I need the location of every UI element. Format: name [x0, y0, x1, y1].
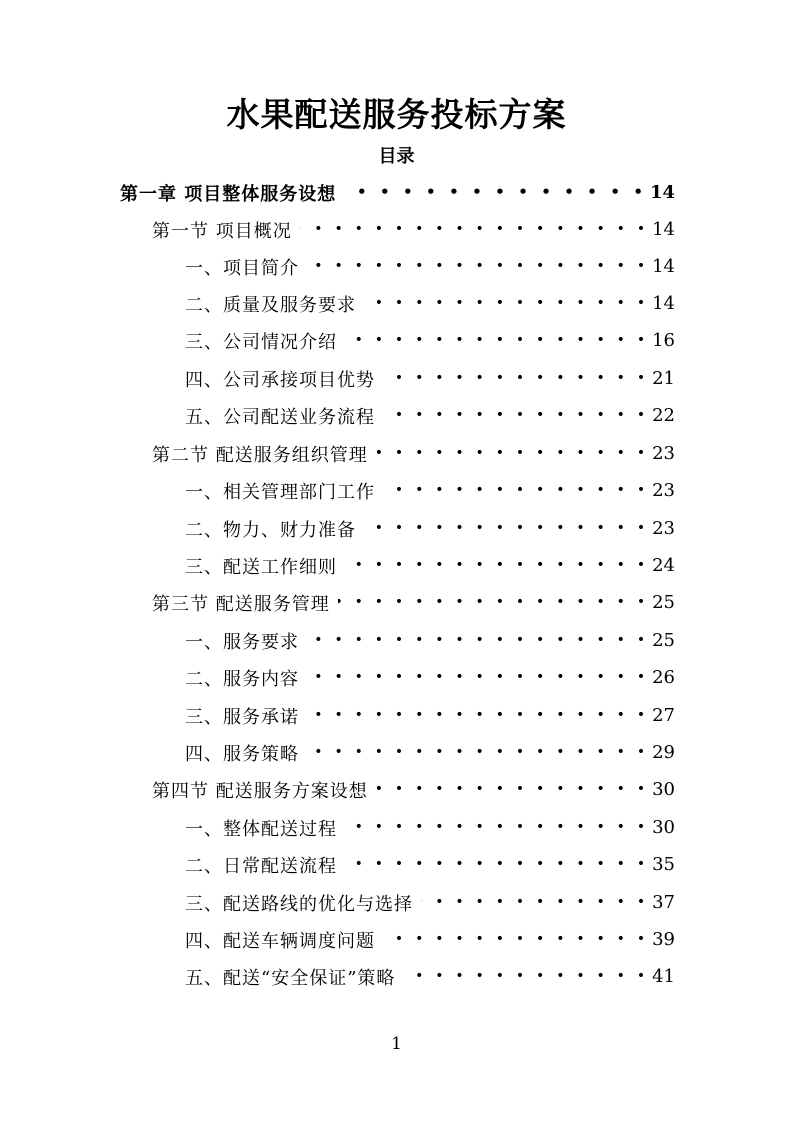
- toc-entry-item[interactable]: [185, 248, 675, 285]
- toc-entry-label: 五、公司配送业务流程: [185, 406, 375, 428]
- toc-entry-item[interactable]: [185, 659, 675, 696]
- toc-entry-page: 27: [652, 705, 675, 726]
- toc-entry-item[interactable]: [185, 547, 675, 584]
- toc-entry-page: 23: [652, 443, 675, 464]
- toc-entry-page: 14: [652, 219, 675, 240]
- toc-leader-dots: [364, 510, 646, 547]
- toc-entry-label: 三、服务承诺: [185, 706, 299, 728]
- toc-leader-dots: [421, 884, 646, 921]
- toc-entry-label: 一、服务要求: [185, 631, 299, 653]
- toc-entry-page: 37: [652, 892, 675, 913]
- toc-entry-page: 14: [649, 182, 675, 203]
- toc-entry-page: 30: [652, 779, 675, 800]
- toc-entry-item[interactable]: [185, 846, 675, 883]
- toc-entry-page: 16: [652, 330, 675, 351]
- toc-entry-page: 25: [652, 630, 675, 651]
- toc-leader-dots: [383, 397, 646, 434]
- toc-entry-section-4[interactable]: [152, 771, 675, 808]
- toc-entry-label: 四、服务策略: [185, 743, 299, 765]
- toc-leader-dots: [383, 921, 646, 958]
- toc-entry-item[interactable]: [185, 397, 675, 434]
- toc-entry-page: 29: [652, 742, 675, 763]
- toc-entry-label: 四、配送车辆调度问题: [185, 930, 375, 952]
- toc-entry-label: 四、公司承接项目优势: [185, 369, 375, 391]
- toc-leader-dots: [307, 697, 646, 734]
- toc-leader-dots: [345, 322, 646, 359]
- toc-entry-label: 二、服务内容: [185, 668, 299, 690]
- toc-entry-label: 第四节 配送服务方案设想: [152, 780, 368, 802]
- toc-leader-dots: [344, 174, 644, 211]
- toc-entry-label: 一、整体配送过程: [185, 818, 337, 840]
- page-number: 1: [391, 1034, 402, 1054]
- toc-entry-page: 24: [652, 555, 675, 576]
- toc-leader-dots: [338, 584, 646, 621]
- toc-entry-label: 第一章 项目整体服务设想: [120, 183, 337, 205]
- toc-leader-dots: [403, 958, 646, 995]
- toc-entry-page: 30: [652, 817, 675, 838]
- toc-entry-item[interactable]: [185, 622, 675, 659]
- toc-entry-page: 35: [652, 854, 675, 875]
- toc-leader-dots: [307, 622, 646, 659]
- toc-entry-item[interactable]: [185, 285, 675, 322]
- toc-leader-dots: [383, 472, 646, 509]
- toc-entry-label: 第三节 配送服务管理: [152, 593, 330, 615]
- toc-leader-dots: [307, 734, 646, 771]
- toc-entry-item[interactable]: [185, 510, 675, 547]
- toc-entry-page: 39: [652, 929, 675, 950]
- toc-entry-label: 三、配送路线的优化与选择: [185, 893, 413, 915]
- toc-entry-label: 二、物力、财力准备: [185, 519, 356, 541]
- toc-entry-page: 41: [652, 966, 675, 987]
- toc-leader-dots: [376, 771, 646, 808]
- toc-entry-item[interactable]: [185, 734, 675, 771]
- toc-entry-page: 23: [652, 518, 675, 539]
- toc-leader-dots: [307, 248, 646, 285]
- toc-entry-label: 二、质量及服务要求: [185, 294, 356, 316]
- toc-entry-section-2[interactable]: [152, 435, 675, 472]
- toc-leader-dots: [307, 659, 646, 696]
- toc-leader-dots: [383, 360, 646, 397]
- toc-leader-dots: [300, 211, 646, 248]
- toc-leader-dots: [345, 846, 646, 883]
- toc-entry-item[interactable]: [185, 697, 675, 734]
- toc-entry-label: 第一节 项目概况: [152, 220, 292, 242]
- toc-leader-dots: [376, 435, 646, 472]
- toc-entry-section-3[interactable]: [152, 584, 675, 621]
- toc-entry-label: 二、日常配送流程: [185, 855, 337, 877]
- toc-entry-label: 三、公司情况介绍: [185, 331, 337, 353]
- toc-leader-dots: [345, 547, 646, 584]
- toc-entry-page: 14: [652, 293, 675, 314]
- toc-entry-page: 14: [652, 256, 675, 277]
- toc-entry-item[interactable]: [185, 472, 675, 509]
- toc-heading: 目录: [378, 146, 415, 167]
- toc-entry-item[interactable]: [185, 322, 675, 359]
- toc-entry-label: 第二节 配送服务组织管理: [152, 444, 368, 466]
- toc-entry-label: 一、相关管理部门工作: [185, 481, 375, 503]
- toc-entry-page: 26: [652, 667, 675, 688]
- toc-leader-dots: [345, 809, 646, 846]
- toc-entry-label: 五、配送“安全保证”策略: [185, 967, 396, 989]
- toc-entry-item[interactable]: [185, 884, 675, 921]
- toc-entry-item[interactable]: [185, 809, 675, 846]
- toc-entry-chapter-1[interactable]: [120, 174, 675, 211]
- toc-entry-page: 25: [652, 592, 675, 613]
- toc-leader-dots: [364, 285, 646, 322]
- toc-entry-section-1[interactable]: [152, 211, 675, 248]
- toc-entry-item[interactable]: [185, 921, 675, 958]
- toc-entry-item[interactable]: [185, 958, 675, 995]
- toc-entry-label: 一、项目简介: [185, 257, 299, 279]
- toc-entry-item[interactable]: [185, 360, 675, 397]
- toc-entry-label: 三、配送工作细则: [185, 556, 337, 578]
- toc-entry-page: 21: [652, 368, 675, 389]
- toc-entry-page: 23: [652, 480, 675, 501]
- toc-entry-page: 22: [652, 405, 675, 426]
- document-title: 水果配送服务投标方案: [226, 95, 567, 134]
